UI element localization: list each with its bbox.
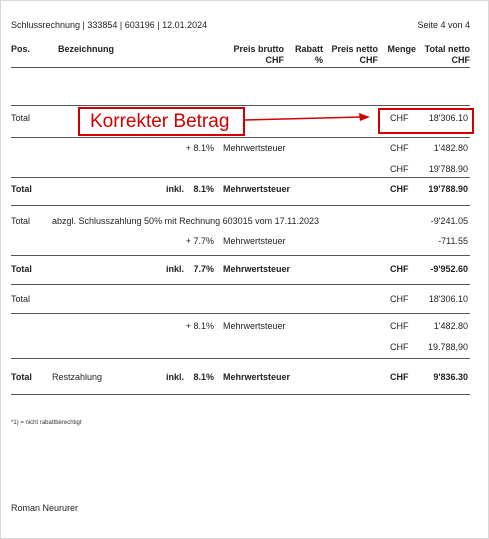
row11-incl: inkl. — [166, 372, 185, 382]
col-preis-brutto-unit: CHF — [265, 55, 284, 65]
footnote: *1) = nicht rabattberechtigt — [11, 420, 82, 426]
arrow-icon — [244, 112, 374, 124]
col-rabatt: Rabatt — [294, 44, 323, 54]
row6-amount: -711.55 — [438, 236, 468, 246]
row4-desc: Mehrwertsteuer — [223, 184, 291, 194]
document-title: Schlussrechnung | 333854 | 603196 | 12.01.2024 — [11, 20, 208, 30]
divider — [11, 284, 470, 285]
row1-amount: 18'306.10 — [428, 113, 468, 123]
row11-sub: Restzahlung — [52, 372, 103, 382]
divider — [11, 137, 470, 138]
divider — [11, 105, 470, 106]
row2-amount: 1'482.80 — [433, 143, 468, 153]
row5-desc: abzgl. Schlusszahlung 50% mit Rechnung 603015 vom 17.11.2023 — [52, 216, 320, 226]
row2-pct: + 8.1% — [185, 143, 214, 153]
signature: Roman Neururer — [11, 503, 79, 513]
row11-amount: 9'836.30 — [433, 372, 468, 382]
row4-currency: CHF — [390, 184, 409, 194]
col-menge: Menge — [387, 44, 416, 54]
row10-currency: CHF — [390, 342, 409, 352]
row7-label: Total — [11, 264, 32, 274]
row3-amount: 19'788.90 — [428, 164, 468, 174]
row1-currency: CHF — [390, 113, 409, 123]
row9-amount: 1'482.80 — [433, 321, 468, 331]
col-preis-brutto: Preis brutto — [233, 44, 284, 54]
row9-pct: + 8.1% — [185, 321, 214, 331]
row4-incl: inkl. — [166, 184, 185, 194]
row10-amount: 19.788,90 — [427, 342, 468, 352]
divider — [11, 177, 470, 178]
row8-label: Total — [11, 294, 31, 304]
row4-pct: 8.1% — [193, 184, 214, 194]
row2-desc: Mehrwertsteuer — [223, 143, 286, 153]
row11-currency: CHF — [390, 372, 409, 382]
row6-desc: Mehrwertsteuer — [223, 236, 286, 246]
divider — [11, 205, 470, 206]
row9-currency: CHF — [390, 321, 409, 331]
row8-amount: 18'306.10 — [428, 294, 468, 304]
divider — [11, 394, 470, 395]
row5-label: Total — [11, 216, 31, 226]
col-pos: Pos. — [11, 44, 31, 54]
row11-desc: Mehrwertsteuer — [223, 372, 291, 382]
divider — [11, 255, 470, 256]
row8-currency: CHF — [390, 294, 409, 304]
col-total-netto-unit: CHF — [451, 55, 470, 65]
col-rabatt-unit: % — [314, 55, 323, 65]
row7-incl: inkl. — [166, 264, 185, 274]
annotation-callout: Korrekter Betrag — [78, 107, 245, 136]
row7-amount: -9'952.60 — [430, 264, 468, 274]
row11-label: Total — [11, 372, 32, 382]
divider — [11, 358, 470, 359]
row7-pct: 7.7% — [193, 264, 214, 274]
row4-label: Total — [11, 184, 32, 194]
row11-pct: 8.1% — [193, 372, 214, 382]
row4-amount: 19'788.90 — [428, 184, 468, 194]
row1-label: Total — [11, 113, 31, 123]
row7-currency: CHF — [390, 264, 409, 274]
divider — [11, 313, 470, 314]
page-number: Seite 4 von 4 — [417, 20, 470, 30]
row5-amount: -9'241.05 — [430, 216, 468, 226]
row2-currency: CHF — [390, 143, 409, 153]
col-bezeichnung: Bezeichnung — [58, 44, 115, 54]
col-total-netto: Total netto — [424, 44, 470, 54]
divider — [11, 67, 470, 68]
row9-desc: Mehrwertsteuer — [223, 321, 286, 331]
row7-desc: Mehrwertsteuer — [223, 264, 291, 274]
row3-currency: CHF — [390, 164, 409, 174]
row6-pct: + 7.7% — [185, 236, 214, 246]
col-preis-netto-unit: CHF — [359, 55, 378, 65]
col-preis-netto: Preis netto — [331, 44, 378, 54]
